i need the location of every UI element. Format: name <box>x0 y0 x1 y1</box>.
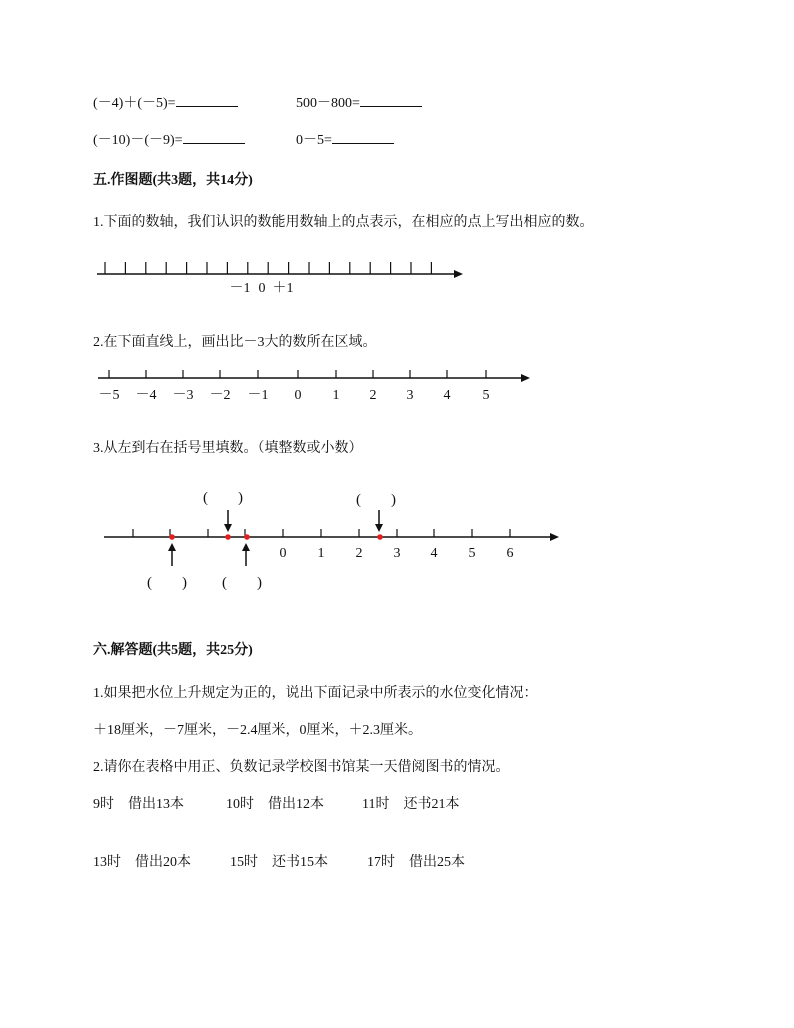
axis-label: 1 <box>332 388 340 403</box>
answer-bracket[interactable]: ( ) <box>222 575 262 591</box>
answer-bracket[interactable]: ( ) <box>147 575 187 591</box>
section-5-title: 五.作图题(共3题，共14分) <box>93 173 253 188</box>
axis-label: 0 <box>294 388 302 403</box>
axis-label: 1 <box>317 546 325 561</box>
axis-label: 5 <box>482 388 490 403</box>
axis-label: 4 <box>430 546 438 561</box>
section-6-question-1: 1.如果把水位上升规定为正的，说出下面记录中所表示的水位变化情况： <box>93 686 538 701</box>
axis-label: 3 <box>406 388 414 403</box>
arrow-down-icon <box>375 510 383 532</box>
section-6-title: 六.解答题(共5题，共25分) <box>93 643 253 658</box>
axis-label: 5 <box>468 546 476 561</box>
number-line-1 <box>97 262 463 296</box>
answer-bracket[interactable]: ( ) <box>356 492 396 508</box>
exercise-expression: (－4)＋(－5)= <box>93 96 176 111</box>
axis-label: 4 <box>443 388 451 403</box>
record-item: 11时 还书21本 <box>362 797 460 812</box>
arrow-down-icon <box>224 510 232 532</box>
marked-point <box>244 534 250 540</box>
axis-label: 0 <box>258 281 266 296</box>
number-line-2 <box>98 370 530 403</box>
axis-label: 2 <box>369 388 377 403</box>
water-level-values: ＋18厘米，－7厘米，－2.4厘米，0厘米，＋2.3厘米。 <box>93 723 422 738</box>
axis-label: 2 <box>355 546 363 561</box>
axis-label: 6 <box>506 546 514 561</box>
record-item: 10时 借出12本 <box>226 797 324 812</box>
axis-label: －3 <box>172 388 194 403</box>
axis-label: －5 <box>98 388 120 403</box>
arrow-up-icon <box>168 543 176 566</box>
record-item: 13时 借出20本 <box>93 855 191 870</box>
marked-point <box>225 534 231 540</box>
number-line-3 <box>104 510 559 566</box>
axis-label: ＋1 <box>272 281 294 296</box>
record-item: 9时 借出13本 <box>93 797 184 812</box>
marked-point <box>169 534 175 540</box>
exercise-expression: 500－800= <box>296 96 360 111</box>
axis-label: 3 <box>393 546 401 561</box>
axis-label: －1 <box>229 281 251 296</box>
section-6-question-2: 2.请你在表格中用正、负数记录学校图书馆某一天借阅图书的情况。 <box>93 760 510 775</box>
axis-label: 0 <box>279 546 287 561</box>
axis-label: －4 <box>135 388 157 403</box>
record-item: 15时 还书15本 <box>230 855 328 870</box>
record-item: 17时 借出25本 <box>367 855 465 870</box>
arrow-up-icon <box>242 543 250 566</box>
section-5-question-1: 1.下面的数轴，我们认识的数能用数轴上的点表示，在相应的点上写出相应的数。 <box>93 215 594 230</box>
section-5-question-3: 3.从左到右在括号里填数。（填整数或小数） <box>93 441 363 456</box>
section-5-question-2: 2.在下面直线上，画出比－3大的数所在区域。 <box>93 335 377 350</box>
axis-label: －2 <box>209 388 231 403</box>
exercise-expression: 0－5= <box>296 133 332 148</box>
axis-label: －1 <box>247 388 269 403</box>
answer-bracket[interactable]: ( ) <box>203 490 243 506</box>
exercise-expression: (－10)－(－9)= <box>93 133 183 148</box>
marked-point <box>377 534 383 540</box>
